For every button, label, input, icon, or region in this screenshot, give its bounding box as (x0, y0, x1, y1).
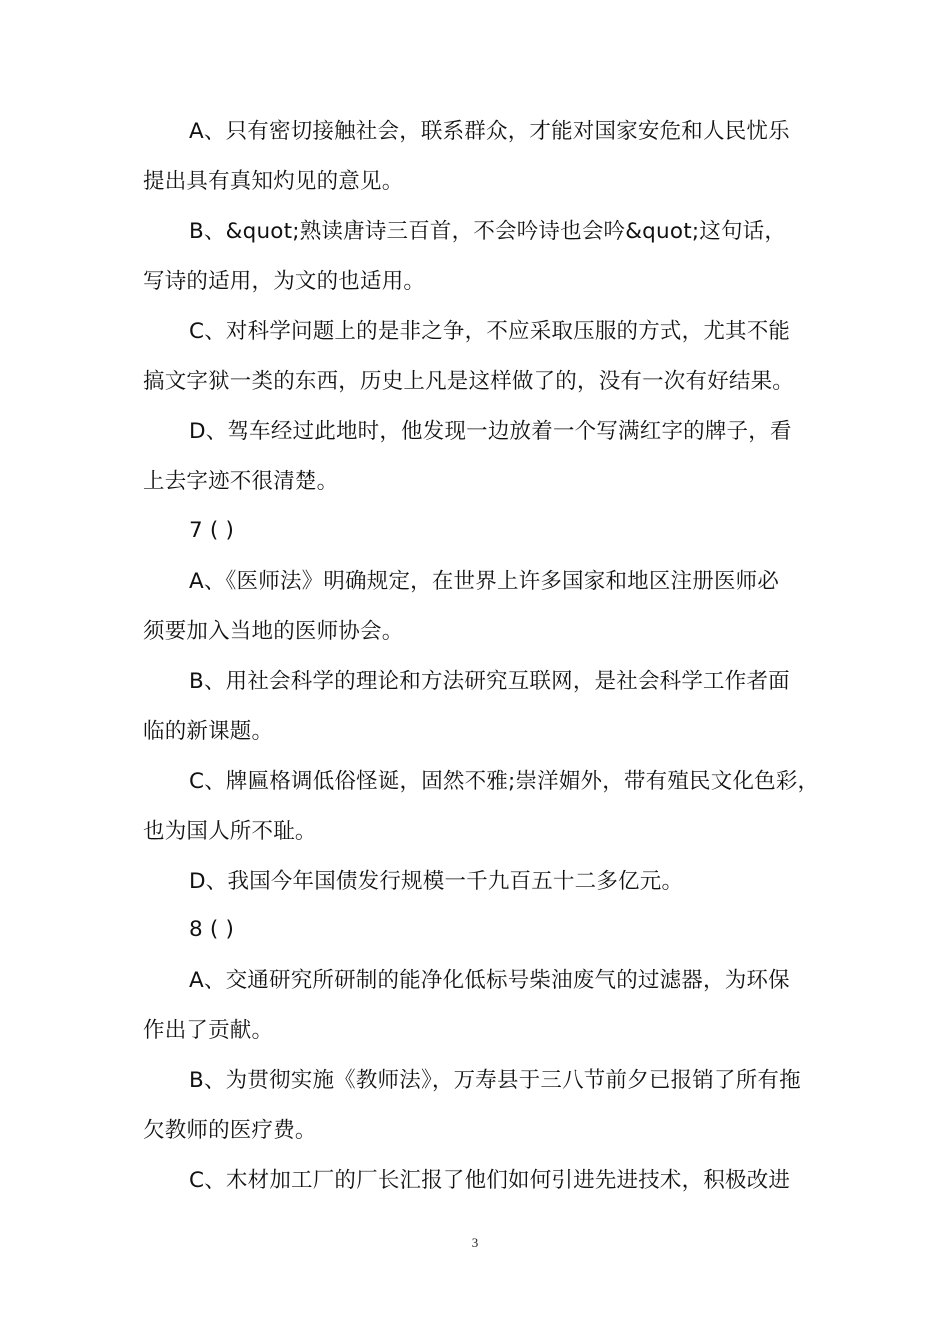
option-7a-line-2: 须要加入当地的医师协会。 (143, 619, 404, 644)
option-6a-line-1: A、只有密切接触社会，联系群众，才能对国家安危和人民忧乐 (189, 119, 790, 144)
option-8b-line-2: 欠教师的医疗费。 (143, 1118, 317, 1143)
page-number: 3 (471, 1235, 479, 1250)
question-7-number: 7 ( ) (189, 518, 235, 543)
option-6b-line-2: 写诗的适用，为文的也适用。 (143, 269, 426, 294)
option-8a-line-2: 作出了贡献。 (143, 1018, 274, 1043)
option-8a-line-1: A、交通研究所研制的能净化低标号柴油废气的过滤器，为环保 (189, 968, 790, 993)
option-6c-line-2: 搞文字狱一类的东西，历史上凡是这样做了的，没有一次有好结果。 (143, 369, 795, 394)
option-7a-line-1: A、《医师法》明确规定，在世界上许多国家和地区注册医师必 (189, 569, 780, 594)
option-7c-line-2: 也为国人所不耻。 (143, 819, 317, 844)
option-6b-line-1: B、&quot;熟读唐诗三百首，不会吟诗也会吟&quot;这句话， (189, 219, 787, 244)
option-7b-line-1: B、用社会科学的理论和方法研究互联网，是社会科学工作者面 (189, 669, 790, 694)
option-6d-line-2: 上去字迹不很清楚。 (143, 469, 339, 494)
option-8b-line-1: B、为贯彻实施《教师法》，万寿县于三八节前夕已报销了所有拖 (189, 1068, 801, 1093)
option-6d-line-1: D、驾车经过此地时，他发现一边放着一个写满红字的牌子，看 (189, 419, 792, 444)
option-6a-line-2: 提出具有真知灼见的意见。 (143, 169, 404, 194)
option-7d-line-1: D、我国今年国债发行规模一千九百五十二多亿元。 (189, 869, 684, 894)
option-6c-line-1: C、对科学问题上的是非之争，不应采取压服的方式，尤其不能 (189, 319, 791, 344)
option-8c-line-1: C、木材加工厂的厂长汇报了他们如何引进先进技术，积极改进 (189, 1168, 791, 1193)
option-7c-line-1: C、牌匾格调低俗怪诞，固然不雅;崇洋媚外，带有殖民文化色彩， (189, 769, 820, 794)
option-7b-line-2: 临的新课题。 (143, 719, 274, 744)
question-8-number: 8 ( ) (189, 917, 235, 942)
